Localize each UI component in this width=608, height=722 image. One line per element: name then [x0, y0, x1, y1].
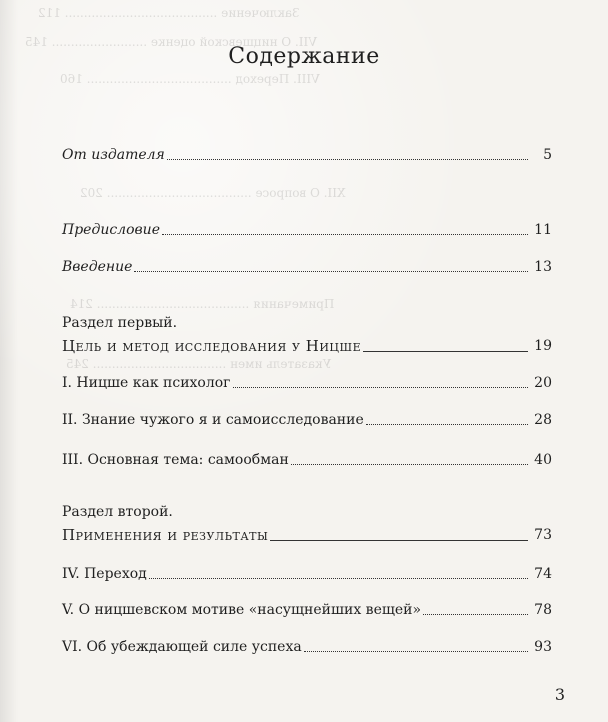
bleed-through-text: XII. О вопросе ...................................... 202 — [80, 186, 346, 200]
leader-dots — [233, 387, 528, 388]
bleed-through-text: VII. О ницшевской оценке ......................... 145 — [25, 35, 317, 49]
toc-entry — [62, 376, 552, 391]
toc-page-number: 78 — [534, 602, 552, 618]
leader-dots — [167, 159, 528, 160]
toc-page-number: 40 — [534, 452, 552, 468]
page-number: 3 — [554, 685, 565, 704]
toc-entry — [62, 640, 552, 655]
section-heading: Раздел второй. — [62, 504, 173, 520]
toc-entry — [62, 223, 552, 238]
toc-entry-label: V. О ницшевском мотиве «насущнейших вещей» — [62, 602, 422, 618]
leader-dots — [134, 271, 528, 272]
toc-entry — [62, 453, 552, 468]
leader-dots — [304, 651, 528, 652]
leader-dots — [149, 578, 528, 579]
section-title-entry — [62, 527, 552, 544]
toc-entry — [62, 148, 552, 163]
toc-page-number: 20 — [534, 375, 552, 391]
toc-page-number: 19 — [534, 338, 552, 355]
toc-page-number: 11 — [534, 222, 552, 238]
toc-page-number: 93 — [534, 639, 552, 655]
section-heading: Раздел первый. — [62, 315, 178, 331]
bleed-through-text: Примечания ........................................ 214 — [70, 297, 335, 311]
page-title: Содержание — [228, 44, 380, 69]
section-title: Применения и результаты — [62, 526, 269, 544]
leader-line — [363, 351, 528, 352]
section-title: Цель и метод исследования у Ницше — [62, 337, 362, 355]
leader-dots — [162, 234, 528, 235]
toc-page-number: 13 — [534, 259, 552, 275]
toc-entry — [62, 567, 552, 582]
toc-page-number: 28 — [534, 412, 552, 428]
section-title-entry — [62, 338, 552, 355]
bleed-through-text: VIII. Переход ...................................... 160 — [60, 72, 320, 86]
toc-entry-label: От издателя — [62, 147, 165, 163]
toc-page-number: 74 — [534, 566, 552, 582]
bleed-through-text: Указатель имен ................................... 245 — [66, 357, 332, 371]
toc-entry-label: I. Ницше как психолог — [62, 375, 231, 391]
leader-dots — [423, 614, 528, 615]
toc-entry-label: VI. Об убеждающей силе успеха — [62, 639, 302, 655]
toc-entry-label: III. Основная тема: самообман — [62, 452, 289, 468]
toc-entry — [62, 260, 552, 275]
toc-entry-label: Предисловие — [62, 222, 160, 238]
toc-entry — [62, 413, 552, 428]
toc-page-number: 5 — [543, 147, 552, 163]
leader-line — [270, 540, 528, 541]
leader-dots — [366, 424, 528, 425]
toc-entry — [62, 603, 552, 618]
bleed-through-text: Заключение ........................................ 112 — [38, 6, 300, 20]
toc-entry-label: II. Знание чужого я и самоисследование — [62, 412, 364, 428]
toc-page-number: 73 — [534, 527, 552, 544]
toc-entry-label: Введение — [62, 259, 133, 275]
toc-entry-label: IV. Переход — [62, 566, 147, 582]
leader-dots — [291, 464, 528, 465]
